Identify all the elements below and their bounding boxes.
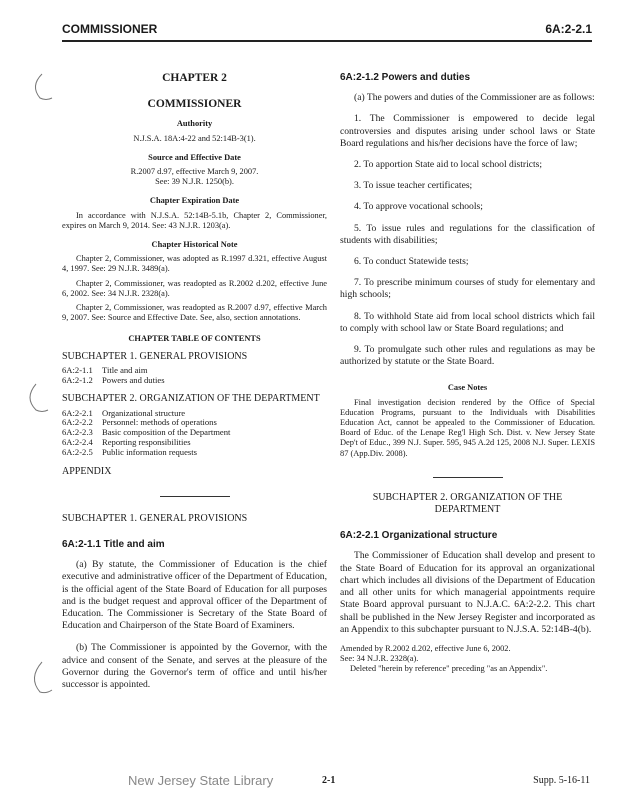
page-footer bbox=[0, 773, 618, 795]
amendment-note: Amended by R.2002 d.202, effective June 6, 2002. bbox=[340, 643, 511, 653]
right-column bbox=[340, 60, 595, 675]
subchapter-heading: SUBCHAPTER 1. GENERAL PROVISIONS bbox=[62, 512, 248, 524]
list-item: 2. To apportion State aid to local school districts; bbox=[354, 159, 543, 171]
toc-entry[interactable]: 6A:2-1.1 Title and aim bbox=[62, 364, 148, 375]
list-item: 4. To approve vocational schools; bbox=[354, 201, 483, 213]
binding-mark bbox=[22, 382, 52, 414]
header-section: 6A:2-2.1 bbox=[545, 22, 592, 36]
toc-entry[interactable]: 6A:2-2.1 Organizational structure bbox=[62, 407, 186, 418]
section-heading: 6A:2-2.1 Organizational structure bbox=[340, 530, 498, 542]
case-notes-heading: Case Notes bbox=[447, 383, 488, 393]
subchapter-heading: SUBCHAPTER 2. ORGANIZATION OF THE DEPARTMENT bbox=[372, 491, 563, 516]
header-title: COMMISSIONER bbox=[62, 22, 158, 36]
section-heading: 6A:2-1.2 Powers and duties bbox=[340, 72, 471, 83]
page-number: 2-1 bbox=[322, 775, 336, 786]
toc-entry[interactable]: 6A:2-2.2 Personnel: methods of operations bbox=[62, 417, 217, 428]
binding-mark bbox=[26, 660, 54, 696]
left-column bbox=[62, 60, 327, 691]
toc-entry[interactable]: 6A:2-1.2 Powers and duties bbox=[62, 374, 165, 385]
list-item: 1. The Commissioner is empowered to decide legal controversies and disputes arising under school laws or State Board regulations and his/her decisions have the force of law; bbox=[340, 113, 595, 149]
source-line: See: 39 N.J.R. 1250(b). bbox=[155, 177, 234, 187]
history-heading: Chapter Historical Note bbox=[151, 240, 238, 250]
list-item: 7. To prescribe minimum courses of study for elementary and high schools; bbox=[340, 277, 595, 301]
section-paragraph: (b) The Commissioner is appointed by the Governor, with the advice and consent of the Senate, and serves at the pleasure of the Governor during the Governor's term of office and until his/her successor is appointed. bbox=[62, 642, 327, 691]
divider bbox=[433, 477, 503, 478]
expiration-heading: Chapter Expiration Date bbox=[149, 196, 240, 206]
running-header bbox=[62, 20, 592, 42]
source-heading: Source and Effective Date bbox=[148, 152, 241, 162]
list-item: 9. To promulgate such other rules and regulations as may be authorized by statute or the State Board. bbox=[340, 344, 595, 368]
divider bbox=[160, 496, 230, 497]
library-watermark: New Jersey State Library bbox=[128, 773, 274, 788]
list-item: 5. To issue rules and regulations for the classification of students with disabilities; bbox=[340, 222, 595, 246]
toc-heading: CHAPTER TABLE OF CONTENTS bbox=[128, 334, 261, 344]
list-item: 8. To withhold State aid from local school districts which fail to comply with school law or State Board regulations; and bbox=[340, 310, 595, 334]
section-paragraph: (a) By statute, the Commissioner of Education is the chief executive and administrative officer of the Department of Education, is the official agent of the State Board of Education for all purposes and is the budget request and approval officer of the Department of Education. The Commissioner is Secretary of the State Board of Education and Chairperson of the State Board of Examiners. bbox=[62, 559, 327, 632]
chapter-number: CHAPTER 2 bbox=[162, 72, 227, 84]
toc-entry[interactable]: 6A:2-2.5 Public information requests bbox=[62, 446, 197, 457]
amendment-note: Deleted "herein by reference" preceding "as an Appendix". bbox=[350, 664, 548, 674]
section-paragraph: The Commissioner of Education shall develop and present to the State Board of Education for its approval an organizational chart which includes all divisions of the Department of Education and all other units for which managerial appointments require State Board approval pursuant to N.J.A.C. 6A:2-2.2. This chart shall be published in the New Jersey Register and incorporated as an Appendix to this subchapter pursuant to N.J.S.A. 52:14B-4(b). bbox=[340, 550, 595, 635]
toc-subchapter: SUBCHAPTER 2. ORGANIZATION OF THE DEPARTMENT bbox=[62, 393, 320, 405]
history-note: Chapter 2, Commissioner, was readopted as R.2007 d.97, effective March 9, 2007. See: Source and Effective Date. See, also, section annotations. bbox=[62, 303, 327, 323]
section-heading: 6A:2-1.1 Title and aim bbox=[62, 539, 165, 551]
duties-list bbox=[340, 113, 595, 368]
toc-list bbox=[62, 409, 327, 458]
toc-entry[interactable]: 6A:2-2.4 Reporting responsibilities bbox=[62, 437, 191, 448]
list-item: 3. To issue teacher certificates; bbox=[354, 180, 473, 192]
chapter-title: COMMISSIONER bbox=[147, 98, 242, 111]
source-line: R.2007 d.97, effective March 9, 2007. bbox=[130, 167, 259, 177]
authority-text: N.J.S.A. 18A:4-22 and 52:14B-3(1). bbox=[133, 133, 256, 143]
toc-subchapter: SUBCHAPTER 1. GENERAL PROVISIONS bbox=[62, 350, 248, 362]
toc-entry[interactable]: 6A:2-2.3 Basic composition of the Department bbox=[62, 427, 231, 438]
toc-appendix[interactable]: APPENDIX bbox=[62, 465, 112, 477]
expiration-text: In accordance with N.J.S.A. 52:14B-5.1b, Chapter 2, Commissioner, expires on March 9, 2014. See: 43 N.J.R. 1203(a). bbox=[62, 210, 327, 230]
history-note: Chapter 2, Commissioner, was readopted as R.2002 d.202, effective June 6, 2002. See: 34 N.J.R. 2328(a). bbox=[62, 278, 327, 298]
authority-heading: Authority bbox=[176, 119, 213, 129]
history-note: Chapter 2, Commissioner, was adopted as R.1997 d.321, effective August 4, 1997. See: 29 N.J.R. 3489(a). bbox=[62, 254, 327, 274]
amendment-note: See: 34 N.J.R. 2328(a). bbox=[340, 654, 419, 664]
toc-list bbox=[62, 366, 327, 386]
case-notes-text: Final investigation decision rendered by the Office of Special Education Programs, pursuant to the Individuals with Disabilities Education Act, cannot be appealed to the Commissioner of Education. Board of Educ. of the Lenape Reg'l High Sch. Dist. v. New Jersey State Dep't of Educ., 399 N.J. Super. 595, 945 A.2d 125, 2008 N.J. Super. LEXIS 87 (App.Div. 2008). bbox=[340, 397, 595, 458]
binding-mark bbox=[28, 72, 56, 102]
section-paragraph: (a) The powers and duties of the Commissioner are as follows: bbox=[354, 92, 595, 104]
supplement-date: Supp. 5-16-11 bbox=[533, 775, 590, 786]
list-item: 6. To conduct Statewide tests; bbox=[354, 256, 469, 268]
